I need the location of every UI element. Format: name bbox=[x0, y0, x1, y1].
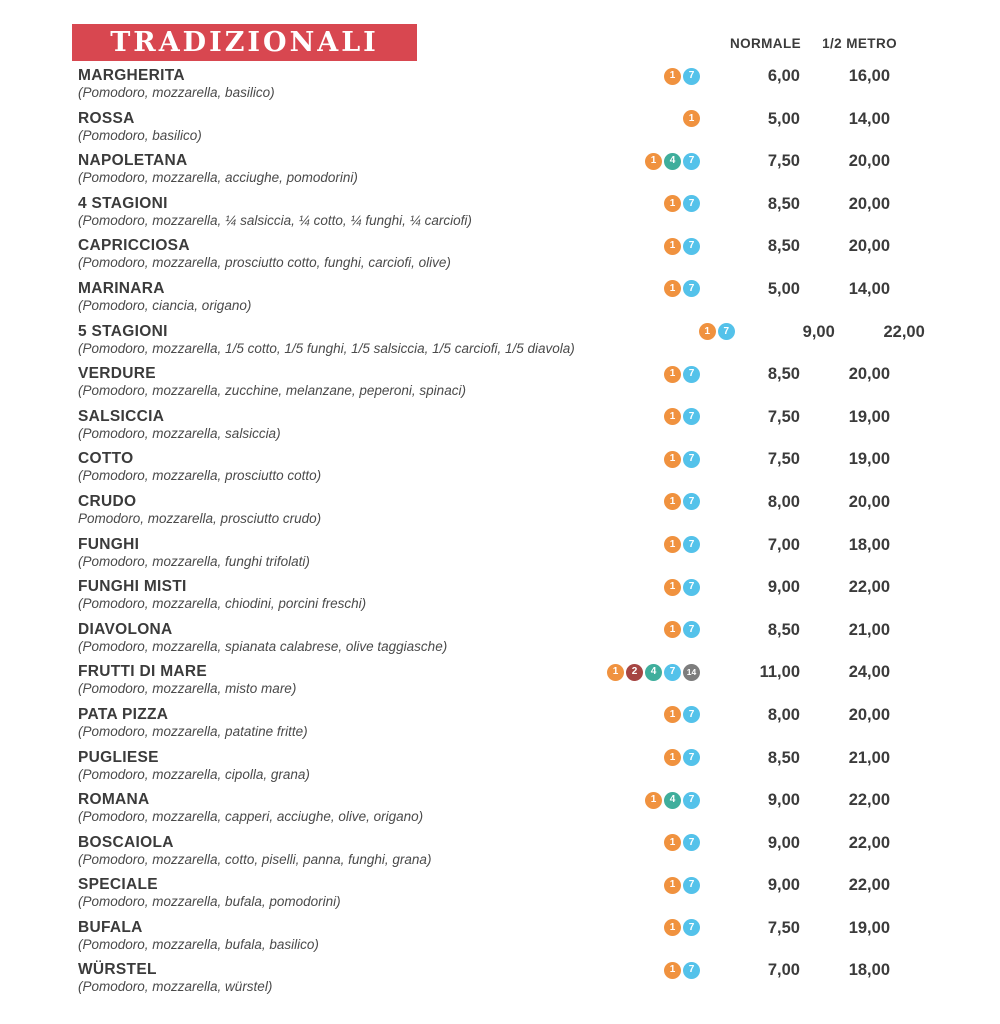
allergen-badge-7: 7 bbox=[683, 68, 700, 85]
menu-item-row bbox=[0, 493, 1000, 536]
price-mezzo-metro: 20,00 bbox=[848, 194, 890, 213]
price-mezzo-metro: 20,00 bbox=[848, 492, 890, 511]
allergen-badges bbox=[575, 323, 735, 341]
price-mezzo-metro: 22,00 bbox=[883, 322, 925, 341]
price-normale: 7,00 bbox=[767, 535, 800, 554]
item-text-block bbox=[78, 323, 575, 356]
item-name: ROMANA bbox=[78, 791, 150, 809]
menu-items-list bbox=[0, 67, 1000, 1004]
price-mezzo-metro: 22,00 bbox=[848, 876, 890, 895]
item-text-block bbox=[78, 152, 540, 185]
price-mezzo-metro: 20,00 bbox=[848, 237, 890, 256]
item-name: CRUDO bbox=[78, 492, 137, 510]
price-normale: 8,50 bbox=[767, 365, 800, 384]
price-normale: 9,00 bbox=[802, 322, 835, 341]
allergen-badge-7: 7 bbox=[683, 749, 700, 766]
item-text-block bbox=[78, 110, 540, 143]
item-ingredients: (Pomodoro, mozzarella, prosciutto cotto) bbox=[78, 468, 322, 484]
item-name: CAPRICCIOSA bbox=[78, 237, 190, 255]
allergen-badge-7: 7 bbox=[683, 536, 700, 553]
item-ingredients: (Pomodoro, ciancia, origano) bbox=[78, 297, 252, 313]
item-name: NAPOLETANA bbox=[78, 152, 188, 170]
allergen-badge-7: 7 bbox=[683, 919, 700, 936]
allergen-badge-1: 1 bbox=[645, 153, 662, 170]
price-normale: 7,50 bbox=[767, 450, 800, 469]
allergen-badge-7: 7 bbox=[718, 323, 735, 340]
item-ingredients: (Pomodoro, mozzarella, acciughe, pomodorini) bbox=[78, 170, 358, 186]
item-text-block bbox=[78, 961, 540, 994]
allergen-badges bbox=[540, 536, 700, 554]
menu-item-row bbox=[0, 110, 1000, 153]
allergen-badge-7: 7 bbox=[683, 579, 700, 596]
allergen-badge-7: 7 bbox=[683, 834, 700, 851]
menu-item-row bbox=[0, 237, 1000, 280]
item-ingredients: (Pomodoro, mozzarella, bufala, pomodorini) bbox=[78, 894, 341, 910]
menu-item-row bbox=[0, 536, 1000, 579]
item-ingredients: (Pomodoro, mozzarella, basilico) bbox=[78, 85, 275, 100]
item-text-block bbox=[78, 195, 540, 228]
item-ingredients: (Pomodoro, mozzarella, spianata calabrese, olive taggiasche) bbox=[78, 638, 448, 654]
menu-item-row bbox=[0, 706, 1000, 749]
item-ingredients: (Pomodoro, mozzarella, würstel) bbox=[78, 979, 273, 995]
price-normale: 8,50 bbox=[767, 620, 800, 639]
item-name: FRUTTI DI MARE bbox=[78, 663, 208, 681]
price-mezzo-metro: 21,00 bbox=[848, 620, 890, 639]
price-normale: 8,00 bbox=[767, 705, 800, 724]
allergen-badge-1: 1 bbox=[664, 962, 681, 979]
item-text-block bbox=[78, 876, 540, 909]
item-name: MARINARA bbox=[78, 279, 165, 297]
menu-item-row bbox=[0, 876, 1000, 919]
price-mezzo-metro: 19,00 bbox=[848, 918, 890, 937]
item-name: VERDURE bbox=[78, 365, 156, 383]
price-normale: 5,00 bbox=[767, 109, 800, 128]
price-normale: 8,00 bbox=[767, 492, 800, 511]
allergen-badge-4: 4 bbox=[664, 792, 681, 809]
item-ingredients: (Pomodoro, mozzarella, patatine fritte) bbox=[78, 723, 308, 739]
menu-item-row bbox=[0, 961, 1000, 1004]
item-text-block bbox=[78, 280, 540, 313]
allergen-badge-7: 7 bbox=[683, 792, 700, 809]
menu-item-row bbox=[0, 408, 1000, 451]
item-text-block bbox=[78, 493, 540, 526]
item-name: FUNGHI MISTI bbox=[78, 578, 187, 596]
item-text-block bbox=[78, 749, 540, 782]
price-normale: 9,00 bbox=[767, 578, 800, 597]
allergen-badges bbox=[540, 67, 700, 85]
item-ingredients: (Pomodoro, mozzarella, funghi trifolati) bbox=[78, 553, 310, 569]
allergen-badge-14: 14 bbox=[683, 664, 700, 681]
price-normale: 7,50 bbox=[767, 152, 800, 171]
price-mezzo-metro: 19,00 bbox=[848, 450, 890, 469]
section-banner bbox=[72, 24, 417, 61]
price-normale: 9,00 bbox=[767, 833, 800, 852]
allergen-badges bbox=[540, 663, 700, 681]
allergen-badge-7: 7 bbox=[683, 706, 700, 723]
price-mezzo-metro: 20,00 bbox=[848, 152, 890, 171]
menu-item-row bbox=[0, 621, 1000, 664]
item-ingredients: (Pomodoro, mozzarella, chiodini, porcini freschi) bbox=[78, 596, 367, 612]
allergen-badges bbox=[540, 791, 700, 809]
menu-item-row bbox=[0, 152, 1000, 195]
allergen-badge-1: 1 bbox=[664, 749, 681, 766]
price-normale: 7,50 bbox=[767, 918, 800, 937]
allergen-badge-1: 1 bbox=[664, 834, 681, 851]
item-text-block bbox=[78, 621, 540, 654]
price-normale: 7,50 bbox=[767, 407, 800, 426]
price-normale: 11,00 bbox=[759, 663, 800, 682]
item-name: ROSSA bbox=[78, 109, 135, 127]
allergen-badges bbox=[540, 961, 700, 979]
item-name: DIAVOLONA bbox=[78, 620, 173, 638]
menu-item-row bbox=[0, 663, 1000, 706]
item-text-block bbox=[78, 706, 540, 739]
item-text-block bbox=[78, 663, 540, 696]
price-mezzo-metro: 20,00 bbox=[848, 365, 890, 384]
column-header-mezzo-metro: 1/2 METRO bbox=[822, 36, 897, 51]
allergen-badge-1: 1 bbox=[645, 792, 662, 809]
price-mezzo-metro: 20,00 bbox=[848, 705, 890, 724]
allergen-badge-7: 7 bbox=[683, 493, 700, 510]
menu-item-row bbox=[0, 365, 1000, 408]
price-normale: 5,00 bbox=[767, 279, 800, 298]
allergen-badge-7: 7 bbox=[683, 238, 700, 255]
allergen-badge-1: 1 bbox=[664, 621, 681, 638]
item-text-block bbox=[78, 237, 540, 270]
allergen-badge-7: 7 bbox=[683, 408, 700, 425]
price-normale: 8,50 bbox=[767, 237, 800, 256]
price-normale: 6,00 bbox=[767, 67, 800, 85]
allergen-badges bbox=[540, 237, 700, 255]
allergen-badges bbox=[540, 195, 700, 213]
item-name: 4 STAGIONI bbox=[78, 194, 168, 212]
price-mezzo-metro: 18,00 bbox=[848, 535, 890, 554]
item-text-block bbox=[78, 919, 540, 952]
allergen-badge-1: 1 bbox=[664, 280, 681, 297]
item-text-block bbox=[78, 365, 540, 398]
price-normale: 7,00 bbox=[767, 961, 800, 980]
item-ingredients: (Pomodoro, basilico) bbox=[78, 127, 202, 143]
item-ingredients: (Pomodoro, mozzarella, 1/5 cotto, 1/5 funghi, 1/5 salsiccia, 1/5 carciofi, 1/5 diavola) bbox=[78, 340, 575, 356]
item-ingredients: (Pomodoro, mozzarella, capperi, acciughe, olive, origano) bbox=[78, 809, 424, 825]
allergen-badges bbox=[540, 876, 700, 894]
allergen-badges bbox=[540, 706, 700, 724]
menu-item-row bbox=[0, 578, 1000, 621]
price-normale: 9,00 bbox=[767, 876, 800, 895]
allergen-badges bbox=[540, 834, 700, 852]
allergen-badge-7: 7 bbox=[683, 962, 700, 979]
item-ingredients: (Pomodoro, mozzarella, salsiccia) bbox=[78, 425, 281, 441]
allergen-badges bbox=[540, 578, 700, 596]
price-mezzo-metro: 19,00 bbox=[848, 407, 890, 426]
allergen-badges bbox=[540, 110, 700, 128]
item-name: BOSCAIOLA bbox=[78, 833, 174, 851]
price-mezzo-metro: 14,00 bbox=[848, 279, 890, 298]
allergen-badge-1: 1 bbox=[664, 919, 681, 936]
item-ingredients: (Pomodoro, mozzarella, cotto, piselli, panna, funghi, grana) bbox=[78, 851, 432, 867]
section-title: TRADIZIONALI bbox=[110, 27, 379, 58]
allergen-badges bbox=[540, 919, 700, 937]
item-name: PUGLIESE bbox=[78, 748, 159, 766]
allergen-badge-4: 4 bbox=[664, 153, 681, 170]
item-ingredients: (Pomodoro, mozzarella, prosciutto cotto, funghi, carciofi, olive) bbox=[78, 255, 451, 271]
menu-item-row bbox=[0, 791, 1000, 834]
item-ingredients: (Pomodoro, mozzarella, zucchine, melanzane, peperoni, spinaci) bbox=[78, 383, 466, 399]
allergen-badges bbox=[540, 280, 700, 298]
item-name: WÜRSTEL bbox=[78, 961, 157, 979]
allergen-badge-1: 1 bbox=[664, 579, 681, 596]
price-mezzo-metro: 22,00 bbox=[848, 791, 890, 810]
allergen-badges bbox=[540, 408, 700, 426]
allergen-badge-1: 1 bbox=[664, 68, 681, 85]
item-ingredients: (Pomodoro, mozzarella, ¼ salsiccia, ¼ cotto, ¼ funghi, ¼ carciofi) bbox=[78, 212, 472, 228]
price-normale: 8,50 bbox=[767, 194, 800, 213]
item-name: SALSICCIA bbox=[78, 407, 165, 425]
item-ingredients: (Pomodoro, mozzarella, bufala, basilico) bbox=[78, 936, 319, 952]
item-text-block bbox=[78, 578, 540, 611]
allergen-badge-1: 1 bbox=[664, 195, 681, 212]
allergen-badges bbox=[540, 365, 700, 383]
allergen-badge-1: 1 bbox=[699, 323, 716, 340]
column-header-normale: NORMALE bbox=[729, 36, 801, 51]
price-mezzo-metro: 16,00 bbox=[848, 67, 890, 85]
allergen-badge-1: 1 bbox=[664, 408, 681, 425]
item-name: 5 STAGIONI bbox=[78, 322, 168, 340]
price-mezzo-metro: 18,00 bbox=[848, 961, 890, 980]
allergen-badge-1: 1 bbox=[664, 536, 681, 553]
item-name: FUNGHI bbox=[78, 535, 140, 553]
item-name: SPECIALE bbox=[78, 876, 158, 894]
menu-item-row bbox=[0, 834, 1000, 877]
allergen-badge-1: 1 bbox=[664, 493, 681, 510]
allergen-badge-1: 1 bbox=[607, 664, 624, 681]
allergen-badge-7: 7 bbox=[683, 280, 700, 297]
allergen-badge-7: 7 bbox=[683, 451, 700, 468]
item-name: PATA PIZZA bbox=[78, 705, 169, 723]
price-mezzo-metro: 22,00 bbox=[848, 578, 890, 597]
allergen-badge-2: 2 bbox=[626, 664, 643, 681]
price-normale: 9,00 bbox=[767, 791, 800, 810]
item-text-block bbox=[78, 791, 540, 824]
allergen-badge-7: 7 bbox=[664, 664, 681, 681]
price-mezzo-metro: 14,00 bbox=[848, 109, 890, 128]
item-name: BUFALA bbox=[78, 918, 143, 936]
menu-item-row bbox=[0, 280, 1000, 323]
price-mezzo-metro: 22,00 bbox=[848, 833, 890, 852]
menu-item-row bbox=[0, 919, 1000, 962]
item-text-block bbox=[78, 450, 540, 483]
menu-item-row bbox=[0, 195, 1000, 238]
allergen-badges bbox=[540, 621, 700, 639]
allergen-badge-1: 1 bbox=[664, 706, 681, 723]
allergen-badge-1: 1 bbox=[683, 110, 700, 127]
allergen-badge-7: 7 bbox=[683, 877, 700, 894]
item-text-block bbox=[78, 408, 540, 441]
allergen-badge-7: 7 bbox=[683, 366, 700, 383]
menu-item-row bbox=[0, 749, 1000, 792]
allergen-badge-4: 4 bbox=[645, 664, 662, 681]
allergen-badge-7: 7 bbox=[683, 621, 700, 638]
allergen-badge-1: 1 bbox=[664, 451, 681, 468]
price-mezzo-metro: 24,00 bbox=[848, 663, 890, 682]
allergen-badge-1: 1 bbox=[664, 238, 681, 255]
item-ingredients: (Pomodoro, mozzarella, cipolla, grana) bbox=[78, 766, 310, 782]
price-normale: 8,50 bbox=[767, 748, 800, 767]
price-mezzo-metro: 21,00 bbox=[848, 748, 890, 767]
item-text-block bbox=[78, 834, 540, 867]
allergen-badges bbox=[540, 152, 700, 170]
allergen-badge-1: 1 bbox=[664, 877, 681, 894]
allergen-badges bbox=[540, 493, 700, 511]
item-ingredients: Pomodoro, mozzarella, prosciutto crudo) bbox=[78, 510, 322, 526]
menu-item-row bbox=[0, 67, 1000, 110]
menu-item-row bbox=[0, 323, 1000, 366]
allergen-badge-7: 7 bbox=[683, 195, 700, 212]
item-name: MARGHERITA bbox=[78, 67, 185, 84]
allergen-badge-1: 1 bbox=[664, 366, 681, 383]
item-text-block bbox=[78, 536, 540, 569]
item-text-block bbox=[78, 67, 540, 100]
allergen-badges bbox=[540, 450, 700, 468]
allergen-badge-7: 7 bbox=[683, 153, 700, 170]
item-name: COTTO bbox=[78, 450, 134, 468]
allergen-badges bbox=[540, 749, 700, 767]
menu-item-row bbox=[0, 450, 1000, 493]
item-ingredients: (Pomodoro, mozzarella, misto mare) bbox=[78, 681, 297, 697]
